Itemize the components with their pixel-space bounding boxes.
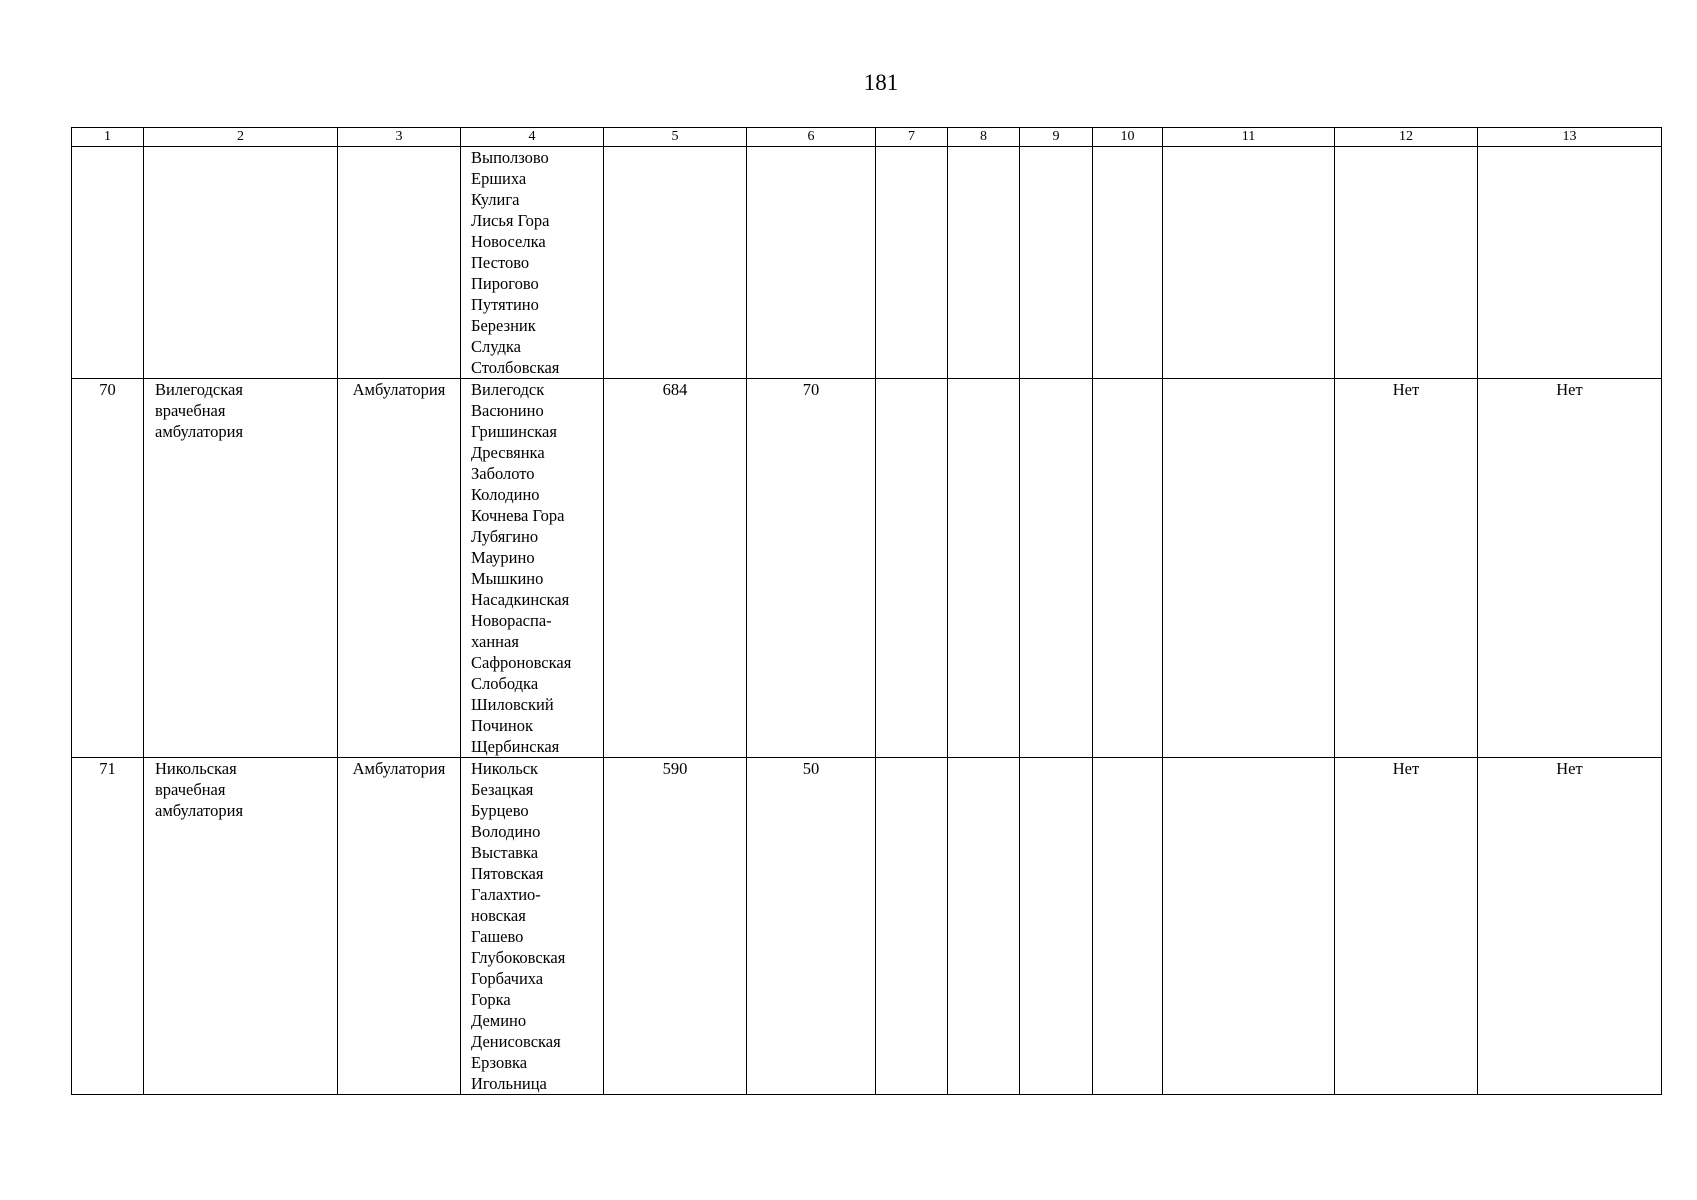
table-row	[72, 758, 1662, 1095]
settlement-name: Дресвянка	[471, 443, 545, 462]
column-number: 10	[1093, 128, 1163, 147]
column-6-value	[747, 147, 876, 379]
column-number: 6	[747, 128, 876, 147]
row-number-cell: 70	[72, 379, 144, 758]
column-number: 11	[1163, 128, 1335, 147]
column-10-value	[1093, 147, 1163, 379]
settlement-name: Слудка	[471, 337, 521, 356]
settlement-name: новская	[471, 906, 526, 925]
settlement-name: Колодино	[471, 485, 540, 504]
settlement-name: Денисовская	[471, 1032, 561, 1051]
column-number: 8	[948, 128, 1020, 147]
facility-name-cell	[144, 147, 338, 379]
column-6-value: 50	[747, 758, 876, 1095]
column-7-value	[876, 758, 948, 1095]
settlement-name: Кулига	[471, 190, 520, 209]
column-8-value	[948, 379, 1020, 758]
settlement-name: Сафроновская	[471, 653, 572, 672]
settlement-name: Никольск	[471, 759, 539, 778]
column-13-value: Нет	[1478, 379, 1662, 758]
settlement-name: Пестово	[471, 253, 530, 272]
facility-name-cell	[144, 379, 338, 758]
table-row	[72, 379, 1662, 758]
facility-type-cell: Амбулатория	[338, 758, 461, 1095]
settlement-name: Пятовская	[471, 864, 544, 883]
column-11-value	[1163, 379, 1335, 758]
settlement-name: Безацкая	[471, 780, 534, 799]
column-11-value	[1163, 147, 1335, 379]
column-12-value	[1335, 147, 1478, 379]
column-7-value	[876, 147, 948, 379]
settlement-name: Шиловский	[471, 695, 554, 714]
facility-name-line: врачебная	[155, 401, 226, 420]
column-10-value	[1093, 379, 1163, 758]
settlement-name: Ершиха	[471, 169, 527, 188]
settlement-name: Вилегодск	[471, 380, 545, 399]
column-6-value: 70	[747, 379, 876, 758]
settlement-name: Столбовская	[471, 358, 560, 377]
column-number: 12	[1335, 128, 1478, 147]
column-13-value: Нет	[1478, 758, 1662, 1095]
settlement-name: ханная	[471, 632, 519, 651]
settlement-name: Новоселка	[471, 232, 546, 251]
settlement-name: Березник	[471, 316, 536, 335]
column-number: 2	[144, 128, 338, 147]
column-5-value	[604, 147, 747, 379]
facilities-table	[71, 127, 1662, 1095]
column-number: 3	[338, 128, 461, 147]
facility-name-line: амбулатория	[155, 422, 244, 441]
facility-name-line: Вилегодская	[155, 380, 243, 399]
column-9-value	[1020, 379, 1093, 758]
facility-type-cell: Амбулатория	[338, 379, 461, 758]
settlement-name: Выставка	[471, 843, 539, 862]
facility-type-cell	[338, 147, 461, 379]
settlement-name: Бурцево	[471, 801, 529, 820]
settlements-cell	[461, 758, 604, 1095]
settlement-name: Горбачиха	[471, 969, 544, 988]
settlement-name: Гашево	[471, 927, 524, 946]
column-number: 4	[461, 128, 604, 147]
settlement-name: Новораспа-	[471, 611, 552, 630]
settlement-name: Мышкино	[471, 569, 544, 588]
column-5-value: 590	[604, 758, 747, 1095]
column-number: 9	[1020, 128, 1093, 147]
settlement-name: Игольница	[471, 1074, 547, 1093]
settlement-name: Выползово	[471, 148, 549, 167]
column-13-value	[1478, 147, 1662, 379]
settlement-name: Насадкинская	[471, 590, 570, 609]
settlement-name: Лисья Гора	[471, 211, 550, 230]
column-11-value	[1163, 758, 1335, 1095]
page-number: 181	[863, 70, 899, 95]
column-5-value: 684	[604, 379, 747, 758]
settlement-name: Васюнино	[471, 401, 544, 420]
settlement-name: Кочнева Гора	[471, 506, 565, 525]
row-number-cell	[72, 147, 144, 379]
settlement-name: Ерзовка	[471, 1053, 528, 1072]
column-10-value	[1093, 758, 1163, 1095]
settlements-cell	[461, 147, 604, 379]
settlement-name: Галахтио-	[471, 885, 541, 904]
table-row	[72, 147, 1662, 379]
facility-name-line: Никольская	[155, 759, 237, 778]
column-9-value	[1020, 147, 1093, 379]
settlement-name: Володино	[471, 822, 541, 841]
settlement-name: Глубоковская	[471, 948, 566, 967]
column-8-value	[948, 758, 1020, 1095]
column-number: 13	[1478, 128, 1662, 147]
column-number: 7	[876, 128, 948, 147]
settlement-name: Горка	[471, 990, 511, 1009]
column-9-value	[1020, 758, 1093, 1095]
facility-name-cell	[144, 758, 338, 1095]
settlement-name: Слободка	[471, 674, 539, 693]
column-number: 5	[604, 128, 747, 147]
column-7-value	[876, 379, 948, 758]
row-number-cell: 71	[72, 758, 144, 1095]
settlement-name: Путятино	[471, 295, 539, 314]
settlement-name: Лубягино	[471, 527, 539, 546]
column-number: 1	[72, 128, 144, 147]
facility-name-line: врачебная	[155, 780, 226, 799]
settlement-name: Гришинская	[471, 422, 557, 441]
settlement-name: Пирогово	[471, 274, 539, 293]
settlement-name: Заболото	[471, 464, 535, 483]
column-12-value: Нет	[1335, 758, 1478, 1095]
column-8-value	[948, 147, 1020, 379]
column-12-value: Нет	[1335, 379, 1478, 758]
settlement-name: Маурино	[471, 548, 535, 567]
facility-name-line: амбулатория	[155, 801, 244, 820]
settlement-name: Починок	[471, 716, 533, 735]
column-number-row	[72, 128, 1662, 147]
settlements-cell	[461, 379, 604, 758]
settlement-name: Демино	[471, 1011, 527, 1030]
settlement-name: Щербинская	[471, 737, 560, 756]
